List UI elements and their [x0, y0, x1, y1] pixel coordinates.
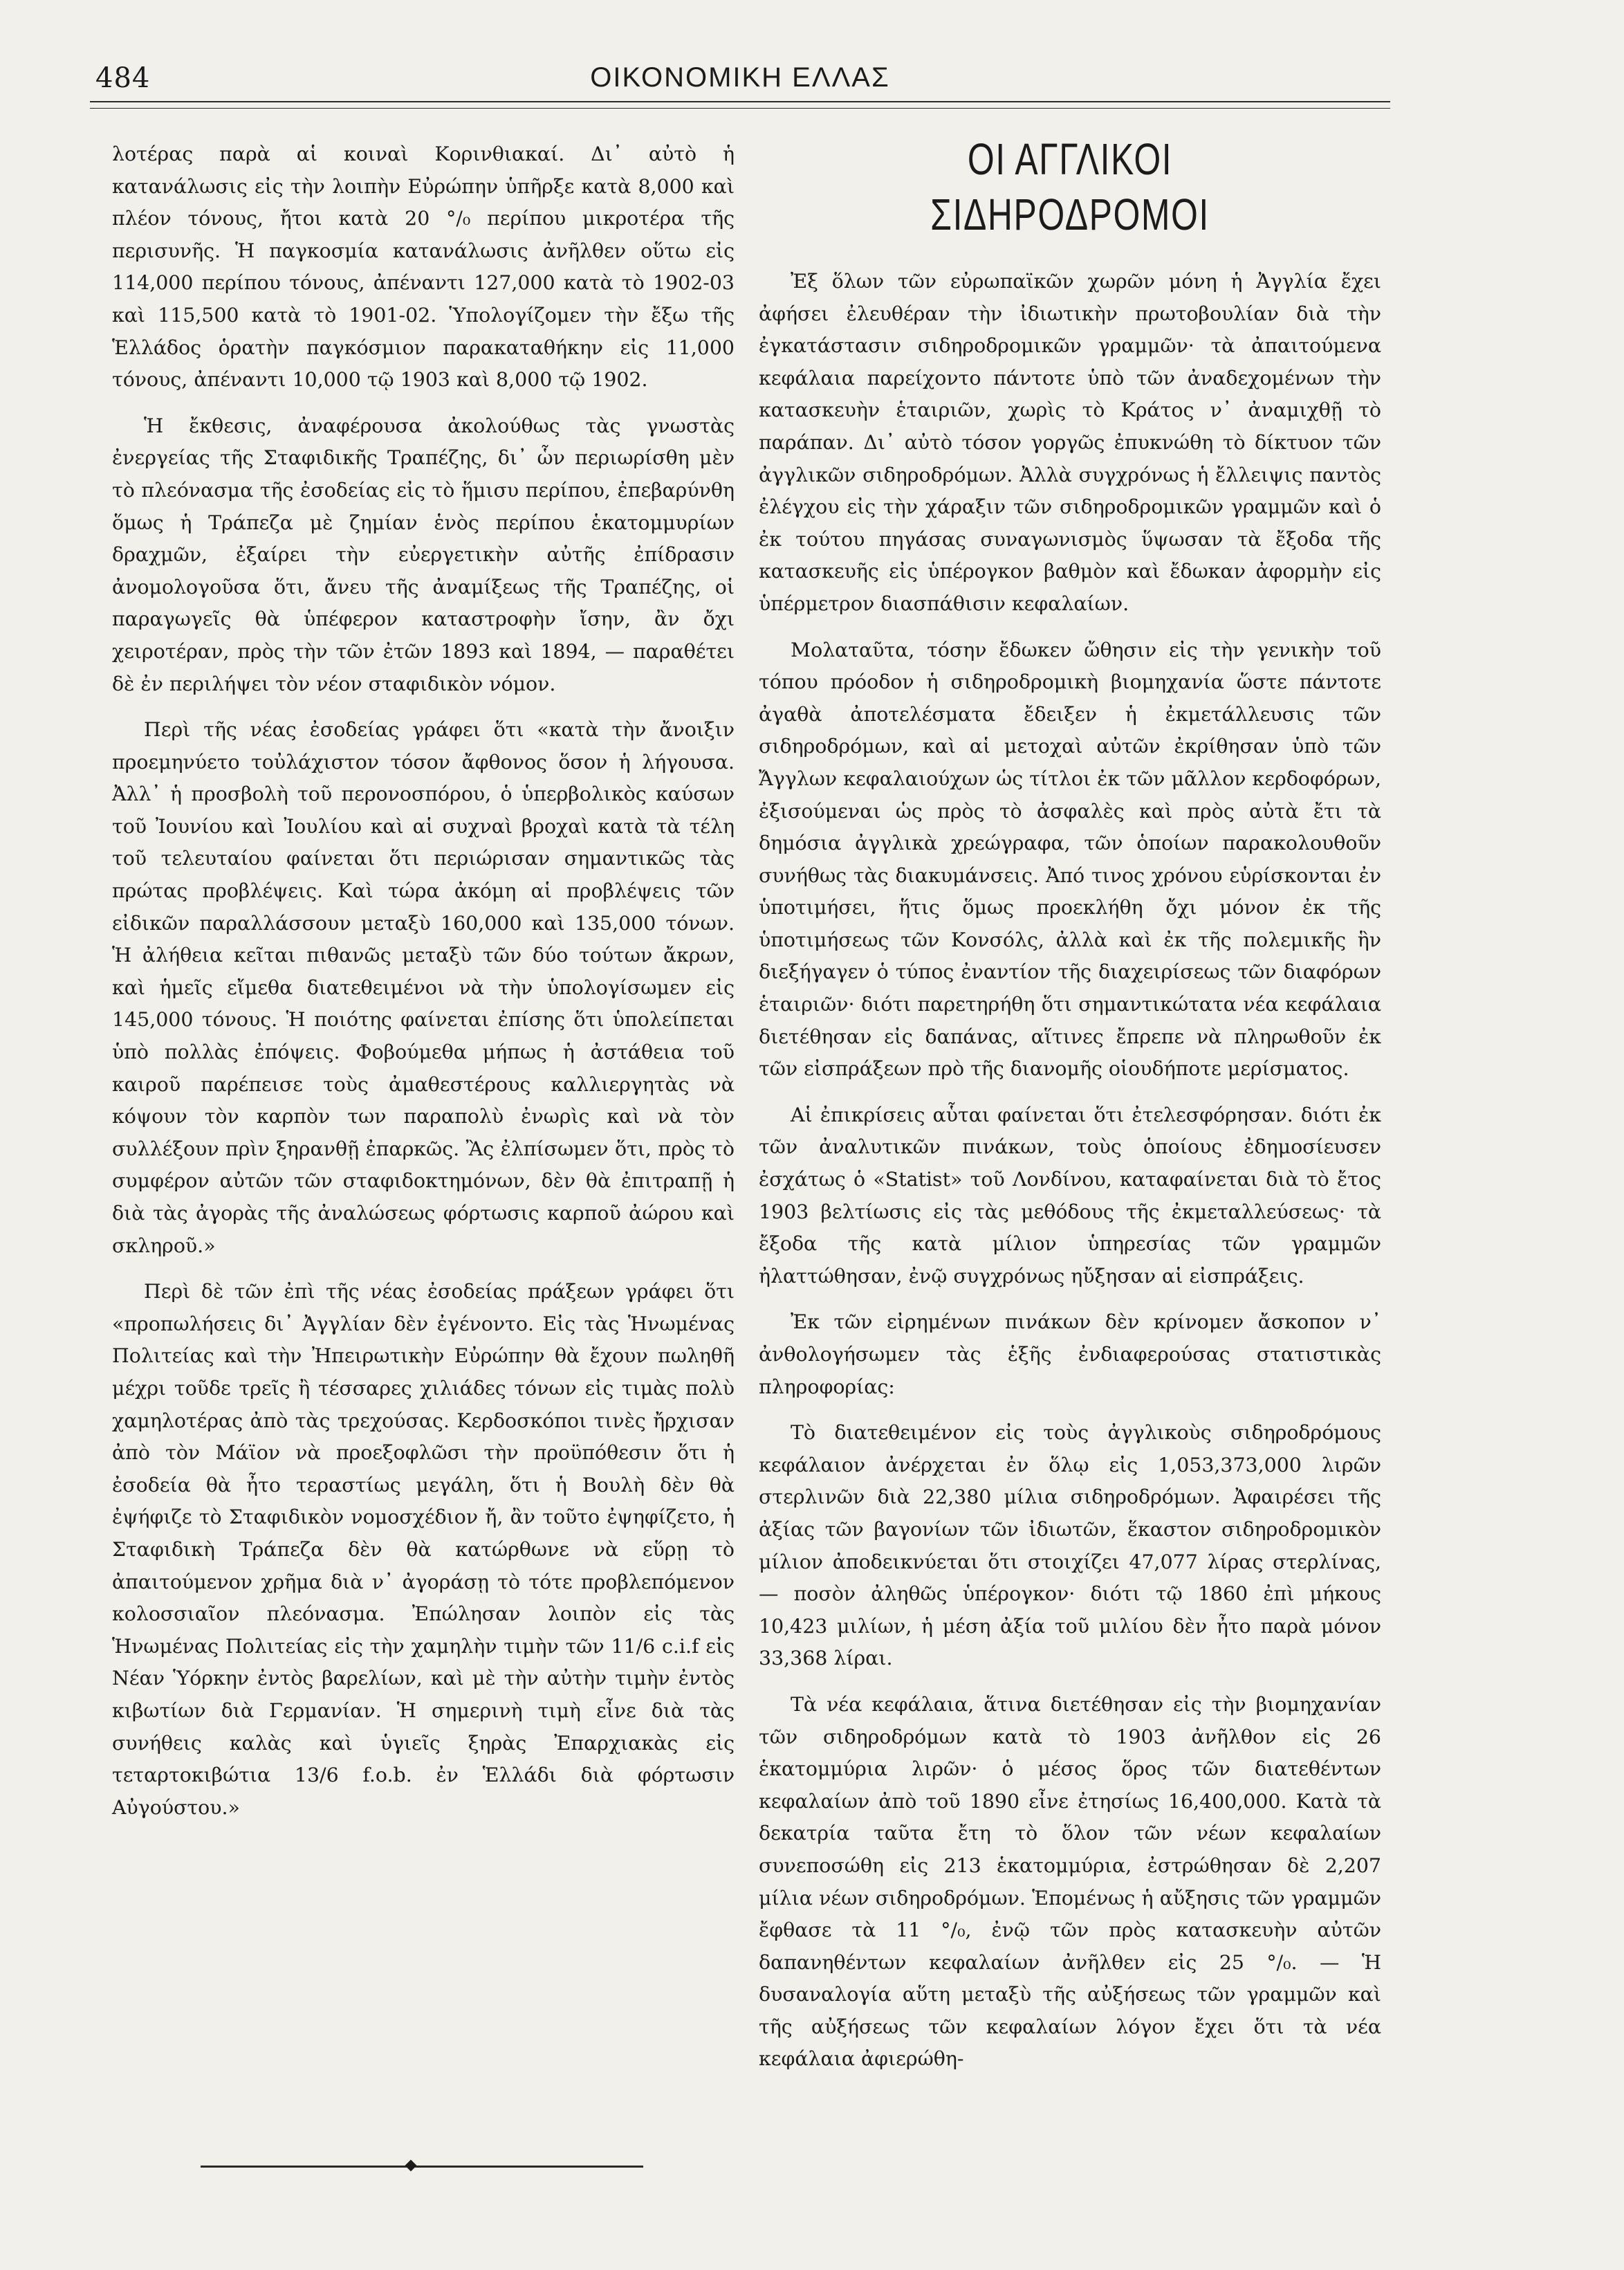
paragraph: Ἡ ἔκθεσις, ἀναφέρουσα ἀκολούθως τὰς γνωστὰς ἐνεργείας τῆς Σταφιδικῆς Τραπέζης, δι᾽ ὧν περιωρίσθη μὲν τὸ πλεόνασμα τῆς ἐσοδείας εἰς τὸ ἥμισυ περίπου, ἐπεβαρύνθη ὅμως ἡ Τράπεζα μὲ ζημίαν ἑνὸς περίπου ἑκατομμυρίων δραχμῶν, ἐξαίρει τὴν εὐεργετικὴν αὐτῆς ἐπίδρασιν ἀνομολογοῦσα ὅτι, ἄνευ τῆς ἀναμίξεως τῆς Τραπέζης, οἱ παραγωγεῖς θὰ ὑπέφερον καταστροφὴν ἴσην, ἂν ὄχι χειροτέραν, πρὸς τὴν τῶν ἐτῶν 1893 καὶ 1894, — παραθέτει δὲ ἐν περιλήψει τὸν νέον σταφιδικὸν νόμον.: [112, 414, 735, 695]
paragraph: Περὶ τῆς νέας ἐσοδείας γράφει ὅτι «κατὰ τὴν ἄνοιξιν προεμηνύετο τοὐλάχιστον τόσον ἄφθονος ὅσον ἡ λήγουσα. Ἀλλ᾽ ἡ προσβολὴ τοῦ περονοσπόρου, ὁ ὑπερβολικὸς καύσων τοῦ Ἰουνίου καὶ Ἰουλίου καὶ αἱ συχναὶ βροχαὶ κατὰ τὰ τέλη τοῦ τελευταίου φαίνεται ὅτι περιώρισαν σημαντικῶς τὰς πρώτας προβλέψεις. Καὶ τώρα ἀκόμη αἱ προβλέψεις τῶν εἰδικῶν παραλλάσσουν μεταξὺ 160,000 καὶ 135,000 τόνων. Ἡ ἀλήθεια κεῖται πιθανῶς μεταξὺ τῶν δύο τούτων ἄκρων, καὶ ἡμεῖς εἴμεθα διατεθειμένοι νὰ τὴν ὑπολογίσωμεν εἰς 145,000 τόνους. Ἡ ποιότης φαίνεται ἐπίσης ὅτι ὑπολείπεται ὑπὸ πολλὰς ἐπόψεις. Φοβούμεθα μήπως ἡ ἀστάθεια τοῦ καιροῦ παρέπεισε τοὺς ἀμαθεστέρους καλλιεργητὰς νὰ κόψουν τὸν καρπὸν των παραπολὺ ἐνωρὶς καὶ νὰ τὸν συλλέξουν πρὶν ξηρανθῇ ἐπαρκῶς. Ἂς ἐλπίσωμεν ὅτι, πρὸς τὸ συμφέρον αὐτῶν τῶν σταφιδοκτημόνων, δὲν θὰ ἐπιτραπῇ ἡ διὰ τὰς ἀγορὰς τῆς ἀναλώσεως φόρτωσις καρποῦ ἀώρου καὶ σκληροῦ.»: [112, 718, 735, 1257]
header-rule-thin: [90, 108, 1390, 109]
running-title: ΟΙΚΟΝΟΜΙΚΗ ΕΛΛΑΣ: [590, 62, 890, 93]
paragraph: Αἱ ἐπικρίσεις αὗται φαίνεται ὅτι ἐτελεσφόρησαν. διότι ἐκ τῶν ἀναλυτικῶν πινάκων, τοὺς ὁποίους ἐδημοσίευσεν ἐσχάτως ὁ «Statist» τοῦ Λονδίνου, καταφαίνεται διὰ τὸ ἔτος 1903 βελτίωσις εἰς τὰς μεθόδους τῆς ἐκμεταλλεύσεως· τὰ ἔξοδα τῆς κατὰ μίλιον ὑπηρεσίας τῶν γραμμῶν ἠλαττώθησαν, ἐνῷ συγχρόνως ηὔξησαν αἱ εἰσπράξεις.: [759, 1103, 1381, 1288]
paragraph: Τὰ νέα κεφάλαια, ἅτινα διετέθησαν εἰς τὴν βιομηχανίαν τῶν σιδηροδρόμων κατὰ τὸ 1903 ἀνῆλθον εἰς 26 ἑκατομμύρια λιρῶν· ὁ μέσος ὅρος τῶν διατεθέντων κεφαλαίων ἀπὸ τοῦ 1890 εἶνε ἐτησίως 16,400,000. Κατὰ τὰ δεκατρία ταῦτα ἔτη τὸ ὅλον τῶν νέων κεφαλαίων συνεποσώθη εἰς 213 ἑκατομμύρια, ἐστρώθησαν δὲ 2,207 μίλια νέων σιδηροδρόμων. Ἑπομένως ἡ αὔξησις τῶν γραμμῶν ἔφθασε τὰ 11 °/₀, ἐνῷ τῶν πρὸς κατασκευὴν αὐτῶν δαπανηθέντων κεφαλαίων ἀνῆλθεν εἰς 25 °/₀. — Ἡ δυσαναλογία αὕτη μεταξὺ τῆς αὐξήσεως τῶν γραμμῶν καὶ τῆς αὐξήσεως τῶν κεφαλαίων λόγον ἔχει ὅτι τὰ νέα κεφάλαια ἀφιερώθη-: [759, 1692, 1381, 2071]
paragraph: Ἐξ ὅλων τῶν εὐρωπαϊκῶν χωρῶν μόνη ἡ Ἀγγλία ἔχει ἀφήσει ἐλευθέραν τὴν ἰδιωτικὴν πρωτοβουλίαν διὰ τὴν ἐγκατάστασιν σιδηροδρομικῶν γραμμῶν· τὰ ἀπαιτούμενα κεφάλαια παρείχοντο πάντοτε ὑπὸ τῶν ἀναδεχομένων τὴν κατασκευὴν ἑταιριῶν, χωρὶς τὸ Κράτος ν᾽ ἀναμιχθῇ τὸ παράπαν. Δι᾽ αὐτὸ τόσον γοργῶς ἐπυκνώθη τὸ δίκτυον τῶν ἀγγλικῶν σιδηροδρόμων. Ἀλλὰ συγχρόνως ἡ ἔλλειψις παντὸς ἐλέγχου εἰς τὴν χάραξιν τῶν σιδηροδρομικῶν γραμμῶν καὶ ὁ ἐκ τούτου πηγάσας συναγωνισμὸς ὕψωσαν τὰ ἔξοδα τῆς κατασκευῆς εἰς ὑπέρογκον βαθμὸν καὶ ἔδωκαν ἀφορμὴν εἰς ὑπέρμετρον διασπάθισιν κεφαλαίων.: [759, 270, 1381, 615]
paragraph: Τὸ διατεθειμένον εἰς τοὺς ἀγγλικοὺς σιδηροδρόμους κεφάλαιον ἀνέρχεται ἐν ὅλῳ εἰς 1,053,373,000 λιρῶν στερλινῶν διὰ 22,380 μίλια σιδηροδρόμων. Ἀφαιρέσει τῆς ἀξίας τῶν βαγονίων τῶν ἰδιωτῶν, ἕκαστον σιδηροδρομικὸν μίλιον ἀποδεικνύεται ὅτι στοιχίζει 47,077 λίρας στερλίνας, — ποσὸν ἀληθῶς ὑπέρογκον· διότι τῷ 1860 ἐπὶ μήκους 10,423 μιλίων, ἡ μέση ἀξία τοῦ μιλίου δὲν ἦτο παρὰ μόνον 33,368 λίραι.: [759, 1421, 1381, 1670]
header-rule: [90, 101, 1390, 102]
paragraph: Ἐκ τῶν εἰρημένων πινάκων δὲν κρίνομεν ἄσκοπον ν᾽ ἀνθολογήσωμεν τὰς ἑξῆς ἐνδιαφερούσας στατιστικὰς πληροφορίας:: [759, 1310, 1381, 1398]
left-column: [112, 138, 735, 1838]
article-title: ΟΙ ΑΓΓΛΙΚΟΙ ΣΙΔΗΡΟΔΡΟΜΟΙ: [930, 134, 1210, 239]
page-number: 484: [95, 62, 151, 94]
page-header: [90, 54, 1390, 102]
paragraph: λοτέρας παρὰ αἱ κοιναὶ Κορινθιακαί. Δι᾽ αὐτὸ ἡ κατανάλωσις εἰς τὴν λοιπὴν Εὐρώπην ὑπῆρξε κατὰ 8,000 καὶ πλέον τόνους, ἤτοι κατὰ 20 °/₀ περίπου μικροτέρα τῆς περισυνῆς. Ἡ παγκοσμία κατανάλωσις ἀνῆλθεν οὕτω εἰς 114,000 περίπου τόνους, ἀπέναντι 127,000 κατὰ τὸ 1902-03 καὶ 115,500 κατὰ τὸ 1901-02. Ὑπολογίζομεν τὴν ἔξω τῆς Ἑλλάδος ὁρατὴν παγκόσμιον παρακαταθήκην εἰς 11,000 τόνους, ἀπέναντι 10,000 τῷ 1903 καὶ 8,000 τῷ 1902.: [112, 143, 735, 392]
section-divider: [201, 2166, 643, 2168]
right-column: [759, 131, 1381, 2089]
divider-ornament-icon: [405, 2160, 417, 2172]
paragraph: Μολαταῦτα, τόσην ἔδωκεν ὤθησιν εἰς τὴν γενικὴν τοῦ τόπου πρόοδον ἡ σιδηροδρομικὴ βιομηχανία ὥστε πάντοτε ἀγαθὰ ἀποτελέσματα ἔδειξεν ἡ ἐκμετάλλευσις τῶν σιδηροδρόμων, καὶ αἱ μετοχαὶ αὐτῶν ἐκρίθησαν ὑπὸ τῶν Ἄγγλων κεφαλαιούχων ὡς τίτλοι ἐκ τῶν μᾶλλον κερδοφόρων, ἐξισούμεναι ὡς πρὸς τὸ ἀσφαλὲς καὶ πρὸς αὐτὰ ἔτι τὰ δημόσια ἀγγλικὰ χρεώγραφα, τῶν ὁποίων παρακολουθοῦν συνήθως τὰς διακυμάνσεις. Ἀπό τινος χρόνου εὑρίσκονται ἐν ὑποτιμήσει, ἥτις ὅμως προεκλήθη ὄχι μόνον ἐκ τῆς ὑποτιμήσεως τῶν Κονσόλς, ἀλλὰ καὶ ἐκ τῆς πολεμικῆς ἣν διεξήγαγεν ὁ τύπος ἐναντίον τῆς διαχειρίσεως τῶν διαφόρων ἑταιριῶν· διότι παρετηρήθη ὅτι σημαντικώτατα νέα κεφάλαια διετέθησαν εἰς δαπάνας, αἵτινες ἔπρεπε νὰ πληρωθοῦν ἐκ τῶν εἰσπράξεων πρὸ τῆς διανομῆς οἱουδήποτε μερίσματος.: [759, 638, 1381, 1081]
paragraph: Περὶ δὲ τῶν ἐπὶ τῆς νέας ἐσοδείας πράξεων γράφει ὅτι «προπωλήσεις δι᾽ Ἀγγλίαν δὲν ἐγένοντο. Εἰς τὰς Ἡνωμένας Πολιτείας καὶ τὴν Ἠπειρωτικὴν Εὐρώπην θὰ ἔχουν πωληθῆ μέχρι τοῦδε τρεῖς ἢ τέσσαρες χιλιάδες τόνων εἰς τιμὰς πολὺ χαμηλοτέρας ἀπὸ τὰς τρεχούσας. Κερδοσκόποι τινὲς ἤρχισαν ἀπὸ τὸν Μάϊον νὰ προεξοφλῶσι τὴν προϋπόθεσιν ὅτι ἡ ἐσοδεία θὰ ἦτο τεραστίως μεγάλη, ὅτι ἡ Βουλὴ δὲν θὰ ἐψήφιζε τὸ Σταφιδικὸν νομοσχέδιον ἤ, ἂν τοῦτο ἐψηφίζετο, ἡ Σταφιδικὴ Τράπεζα δὲν θὰ κατώρθωνε νὰ εὕρῃ τὸ ἀπαιτούμενον χρῆμα διὰ ν᾽ ἀγοράσῃ τὸ τότε προβλεπόμενον κολοσσιαῖον πλεόνασμα. Ἐπώλησαν λοιπὸν εἰς τὰς Ἡνωμένας Πολιτείας εἰς τὴν χαμηλὴν τιμὴν τῶν 11/6 c.i.f εἰς Νέαν Ὑόρκην ἐντὸς βαρελίων, καὶ μὲ τὴν αὐτὴν τιμὴν ἐντὸς κιβωτίων διὰ Γερμανίαν. Ἡ σημερινὴ τιμὴ εἶνε διὰ τὰς συνήθεις καλὰς καὶ ὑγιεῖς ξηρὰς Ἐπαρχιακὰς εἰς τεταρτοκιβώτια 13/6 f.o.b. ἐν Ἑλλάδι διὰ φόρτωσιν Αὐγούστου.»: [112, 1280, 735, 1819]
